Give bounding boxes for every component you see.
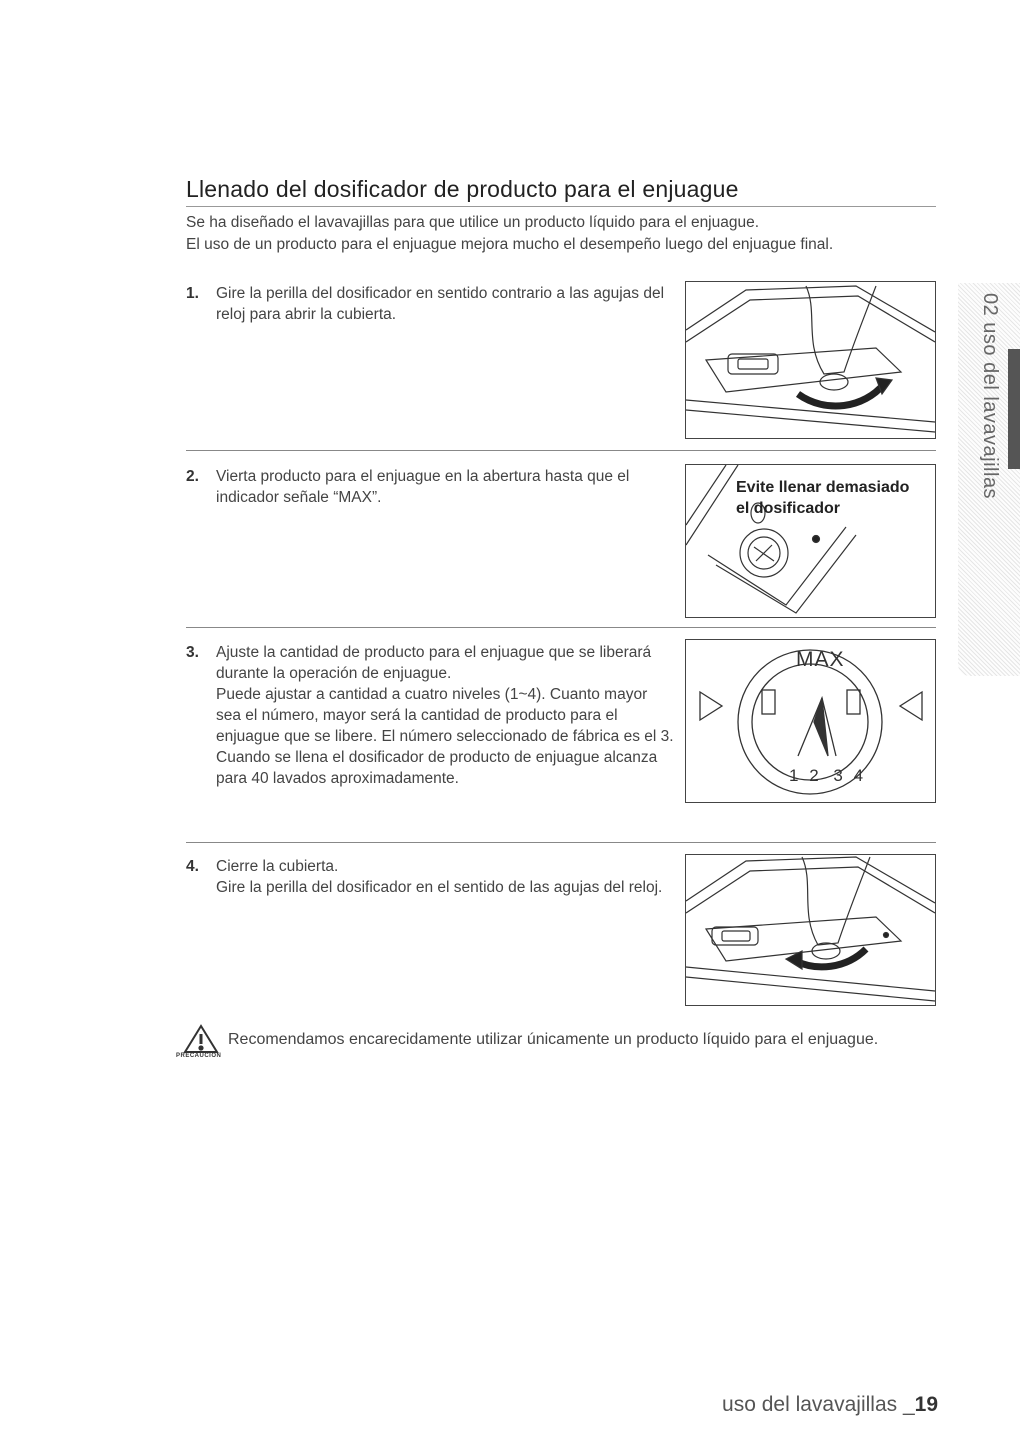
level-label: 4 <box>853 766 864 785</box>
step-paragraph: Gire la perilla del dosificador en sentido contrario a las agujas del reloj para abrir la cubierta. <box>216 285 665 323</box>
caution-text: Recomendamos encarecidamente utilizar únicamente un producto líquido para el enjuague. <box>228 1031 879 1048</box>
max-label: MAX <box>796 648 845 671</box>
divider <box>186 842 936 843</box>
caution-label: PRECAUCIÓN <box>176 1053 222 1059</box>
divider <box>186 450 936 451</box>
intro-line: El uso de un producto para el enjuague mejora mucho el desempeño luego del enjuague final. <box>186 236 834 253</box>
step-paragraph: Cierre la cubierta. <box>216 858 339 875</box>
page-number: 19 <box>914 1393 938 1416</box>
warning-line-2: el dosificador <box>736 500 841 517</box>
step-number: 1. <box>186 285 199 302</box>
side-tab-label: 02 uso del lavavajillas <box>979 293 1001 500</box>
figure-fill-max <box>685 464 936 618</box>
level-label: 2 <box>809 766 819 785</box>
intro-text <box>186 212 946 256</box>
figure-open-cover <box>685 281 936 439</box>
warning-line-1: Evite llenar demasiado <box>736 479 910 496</box>
figure-dial-levels <box>685 639 936 803</box>
step-number: 3. <box>186 644 199 661</box>
level-label: 3 <box>833 766 843 785</box>
step-number: 4. <box>186 858 199 875</box>
footer-section: uso del lavavajillas _ <box>722 1393 915 1416</box>
chapter-side-tab <box>958 283 1020 676</box>
figure-close-cover <box>685 854 936 1006</box>
side-tab-marker <box>1008 349 1020 469</box>
step-paragraph: Vierta producto para el enjuague en la abertura hasta que el indicador señale “MAX”. <box>216 468 630 506</box>
page-title: Llenado del dosificador de producto para el enjuague <box>186 176 936 207</box>
page-footer <box>722 1393 938 1417</box>
divider <box>186 627 936 628</box>
step-number: 2. <box>186 468 199 485</box>
step-paragraph: Gire la perilla del dosificador en el sentido de las agujas del reloj. <box>216 879 663 896</box>
step-paragraph: Cuando se llena el dosificador de producto de enjuague alcanza para 40 lavados aproximadamente. <box>216 749 658 787</box>
step-paragraph: Puede ajustar a cantidad a cuatro niveles (1~4). Cuanto mayor sea el número, mayor será la cantidad de producto para el enjuague que se libere. El número seleccionado de fábrica es el 3. <box>216 686 674 745</box>
step-paragraph: Ajuste la cantidad de producto para el enjuague que se liberará durante la operación de enjuague. <box>216 644 652 682</box>
level-label: 1 <box>789 766 799 785</box>
intro-line: Se ha diseñado el lavavajillas para que utilice un producto líquido para el enjuague. <box>186 214 760 231</box>
